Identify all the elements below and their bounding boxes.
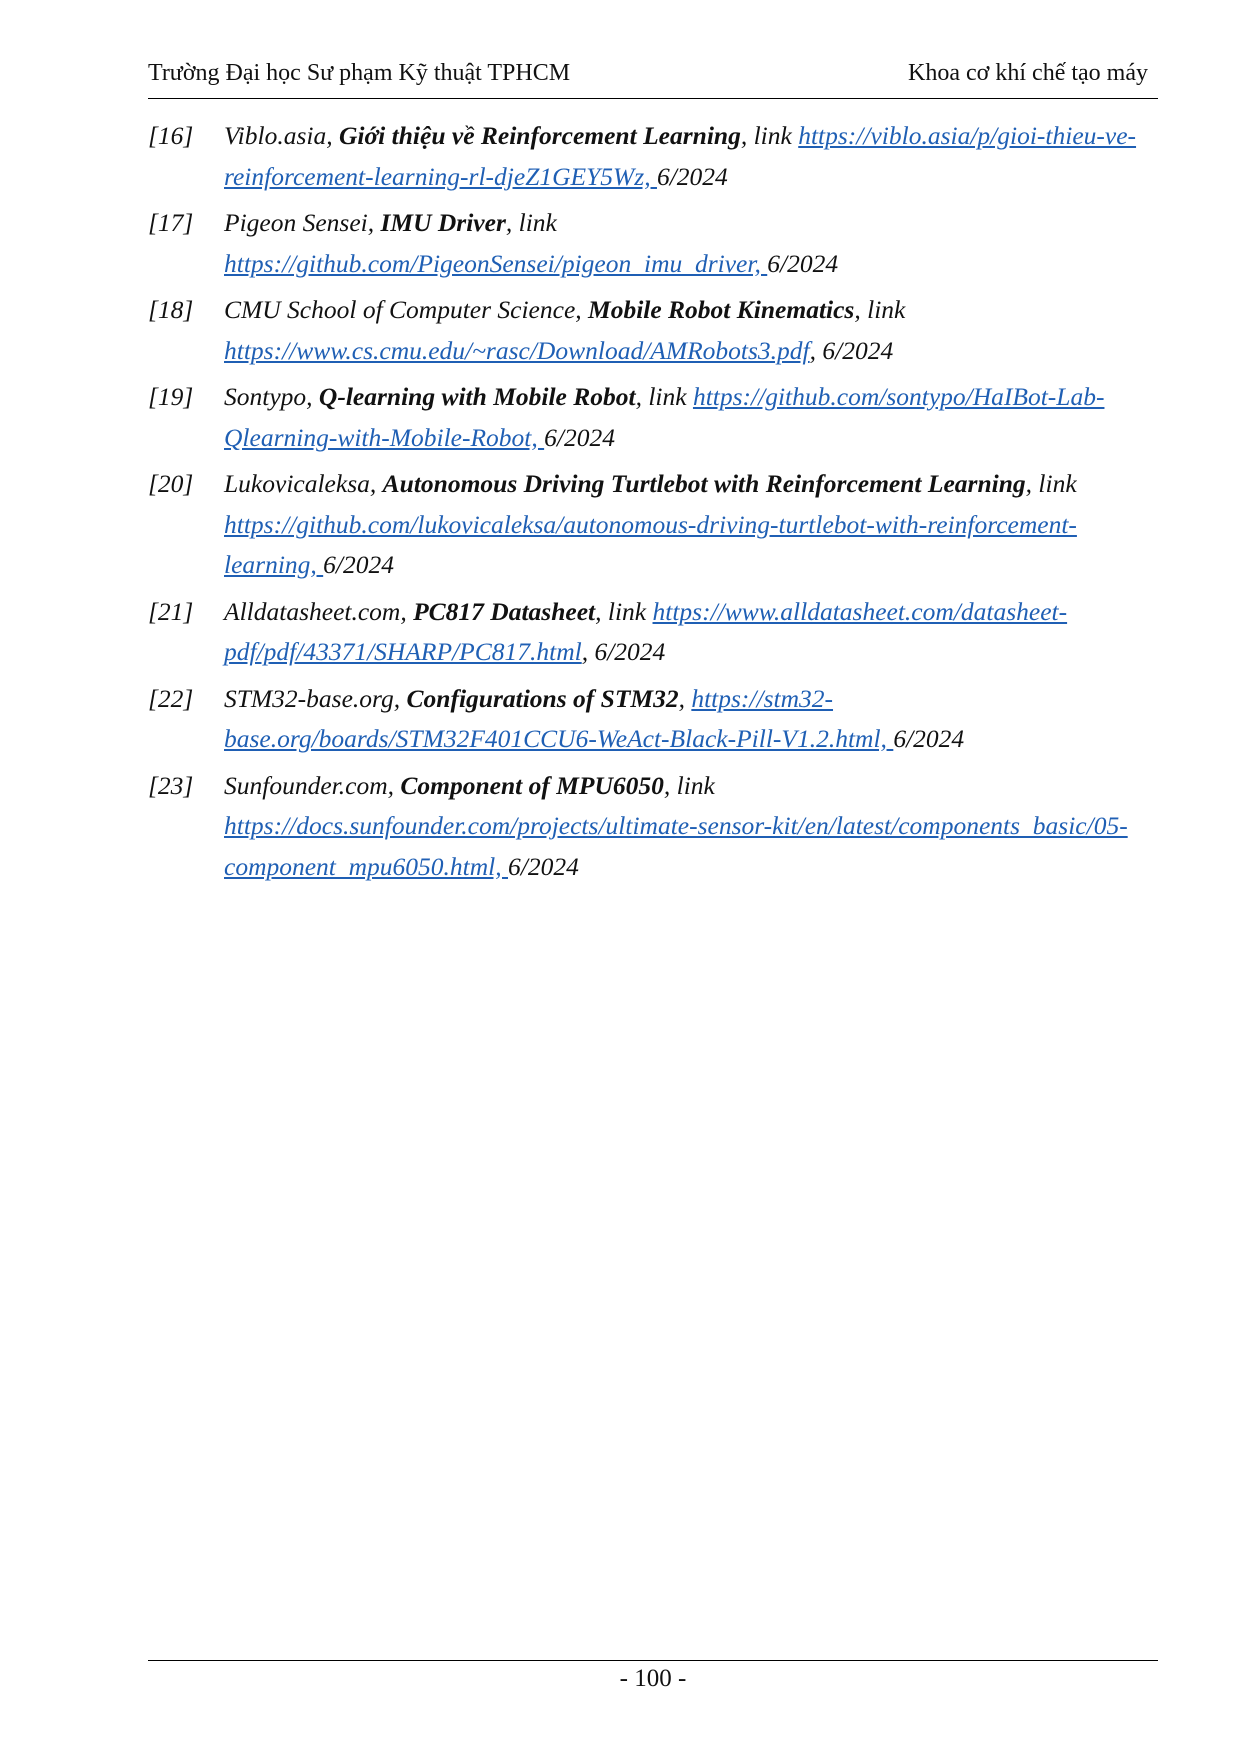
reference-number: [18] [148,295,194,324]
reference-title: IMU Driver [380,208,506,237]
reference-date: 6/2024 [656,161,728,191]
reference-link[interactable]: https://www.cs.cmu.edu/~rasc/Download/AMRobots3.pdf [224,335,810,365]
reference-item [148,464,1158,586]
reference-title: Mobile Robot Kinematics [588,295,855,324]
reference-separator: , link [1025,469,1077,498]
reference-source: CMU School of Computer Science, [224,295,589,324]
reference-link[interactable]: https://www.alldatasheet.com/datasheet-pdf/pdf/43371/SHARP/PC817.html [224,596,1068,666]
reference-body [224,203,1158,284]
header-faculty: Khoa cơ khí chế tạo máy [908,60,1148,86]
reference-title: Giới thiệu về Reinforcement Learning [339,121,741,150]
reference-title: Component of MPU6050 [400,770,664,800]
reference-link[interactable]: https://stm32-base.org/boards/STM32F401CCU6-WeAct-Black-Pill-V1.2.html, [224,683,894,753]
reference-separator: , link [854,295,906,324]
reference-separator: , link [663,770,715,800]
reference-number: [17] [148,208,194,237]
reference-source: Pigeon Sensei, [224,208,381,237]
reference-number: [21] [148,596,194,626]
reference-date: 6/2024 [544,422,615,452]
reference-source: Lukovicaleksa, [224,469,383,498]
reference-date: 6/2024 [893,724,965,753]
reference-date: 6/2024 [323,550,395,579]
reference-date: 6/2024 [767,248,839,278]
reference-number: [20] [148,469,194,498]
reference-list [148,116,1158,893]
reference-date: , 6/2024 [581,637,666,666]
header-university: Trường Đại học Sư phạm Kỹ thuật TPHCM [148,60,571,86]
reference-number: [23] [148,770,194,800]
reference-body [224,290,1158,371]
page-number: - 100 - [619,1665,687,1692]
reference-item [148,766,1158,888]
reference-title: Q-learning with Mobile Robot [318,382,636,411]
reference-item [148,377,1158,458]
reference-number: [19] [148,382,194,411]
reference-separator: , link [635,382,693,411]
page-header [148,58,1158,99]
reference-link[interactable]: https://github.com/lukovicaleksa/autonomous-driving-turtlebot-with-reinforcement-learning, [224,509,1077,579]
reference-date: , 6/2024 [809,335,894,365]
reference-link[interactable]: https://github.com/PigeonSensei/pigeon_imu_driver, [224,248,768,278]
page-footer [148,1660,1158,1692]
reference-source: Viblo.asia, [224,121,339,150]
reference-item [148,592,1158,673]
reference-source: Alldatasheet.com, [224,596,414,626]
reference-separator: , [678,683,692,713]
reference-source: Sontypo, [224,382,319,411]
reference-separator: , link [505,208,557,237]
reference-link[interactable]: https://viblo.asia/p/gioi-thieu-ve-reinforcement-learning-rl-djeZ1GEY5Wz, [224,121,1137,191]
reference-link[interactable]: https://github.com/sontypo/HaIBot-Lab-Qlearning-with-Mobile-Robot, [224,382,1105,452]
reference-date: 6/2024 [508,851,579,881]
reference-separator: , link [595,596,653,626]
reference-title: PC817 Datasheet [413,596,596,626]
reference-item [148,290,1158,371]
reference-body [224,766,1158,888]
reference-item [148,679,1158,760]
reference-source: STM32-base.org, [224,683,407,713]
reference-body [224,464,1158,586]
reference-body [224,679,1158,760]
reference-link[interactable]: https://docs.sunfounder.com/projects/ultimate-sensor-kit/en/latest/components_basic/05-component_mpu6050.html, [224,811,1128,881]
reference-item [148,116,1158,197]
reference-body [224,592,1158,673]
reference-title: Autonomous Driving Turtlebot with Reinforcement Learning [382,469,1026,498]
reference-number: [22] [148,683,194,713]
reference-item [148,203,1158,284]
reference-title: Configurations of STM32 [406,683,679,713]
reference-source: Sunfounder.com, [224,770,401,800]
reference-body [224,116,1158,197]
reference-separator: , link [740,121,799,150]
reference-number: [16] [148,121,194,150]
reference-body [224,377,1158,458]
